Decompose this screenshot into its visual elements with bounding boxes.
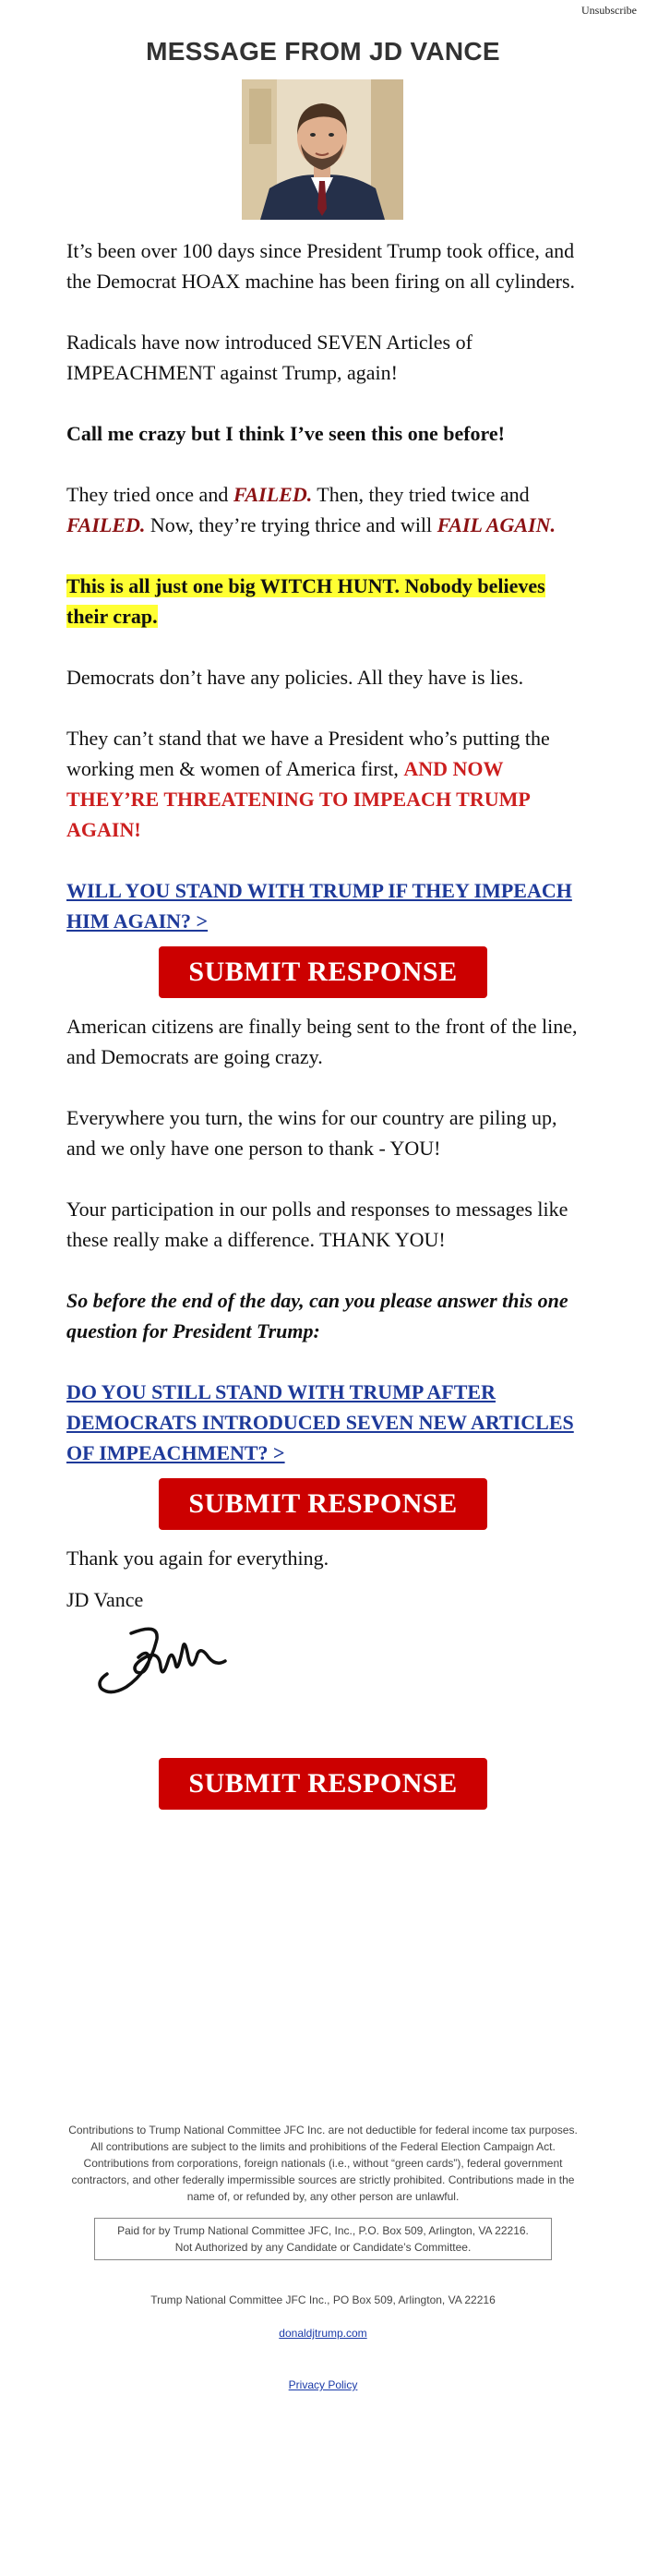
page-title: MESSAGE FROM JD VANCE bbox=[146, 37, 500, 66]
paragraph-policies: Democrats don’t have any policies. All they have is lies. bbox=[66, 666, 524, 689]
paragraph-participation: Your participation in our polls and responses to messages like these really make a difference. THANK YOU! bbox=[66, 1198, 568, 1251]
submit-response-button[interactable]: SUBMIT RESPONSE bbox=[159, 1478, 487, 1530]
paid-for-box bbox=[94, 2218, 552, 2260]
submit-response-button[interactable]: SUBMIT RESPONSE bbox=[159, 946, 487, 998]
paragraph-threat bbox=[66, 723, 580, 845]
footer-disclaimer: Contributions to Trump National Committee JFC Inc. are not deductible for federal income tax purposes. All contributions are subject to the limits and prohibitions of the Federal Election Campaign Act. Contributions from corporations, foreign nationals (i.e., without “green cards”), federal government contractors, and other federally impermissible sources are strictly prohibited. Contributions made in the name of, or refunded by, any other person are unlawful. bbox=[68, 2124, 578, 2203]
paragraph-citizens: American citizens are finally being sent to the front of the line, and Democrats are going crazy. bbox=[66, 1015, 578, 1068]
text-segment: Now, they’re trying thrice and will bbox=[145, 513, 437, 536]
signature-image bbox=[94, 1620, 580, 1713]
unsubscribe-link[interactable]: Unsubscribe bbox=[581, 4, 637, 17]
final-button-row bbox=[159, 1758, 487, 1810]
button-row bbox=[66, 1478, 580, 1532]
privacy-policy-link[interactable]: Privacy Policy bbox=[288, 2378, 358, 2391]
paragraph-witch-hunt bbox=[66, 571, 580, 632]
paragraph-wins: Everywhere you turn, the wins for our country are piling up, and we only have one person to thank - YOU! bbox=[66, 1106, 557, 1160]
website-link[interactable]: donaldjtrump.com bbox=[279, 2327, 367, 2340]
not-authorized-line: Not Authorized by any Candidate or Candidate’s Committee. bbox=[174, 2241, 472, 2254]
paid-for-line: Paid for by Trump National Committee JFC, Inc., P.O. Box 509, Arlington, VA 22216. bbox=[117, 2224, 529, 2237]
fail-again-emphasis: FAIL AGAIN. bbox=[437, 513, 556, 536]
text-segment: They can’t stand that we have a President who’s putting the working men & women of America first, bbox=[66, 727, 550, 780]
paragraph-thanks: Thank you again for everything. bbox=[66, 1547, 329, 1570]
threat-emphasis: AND NOW THEY’RE THREATENING TO IMPEACH TRUMP AGAIN! bbox=[66, 757, 530, 841]
question-link-still-stand[interactable]: DO YOU STILL STAND WITH TRUMP AFTER DEMOCRATS INTRODUCED SEVEN NEW ARTICLES OF IMPEACHMENT? > bbox=[66, 1380, 574, 1464]
signoff-name: JD Vance bbox=[66, 1588, 144, 1611]
paragraph-crazy: Call me crazy but I think I’ve seen this one before! bbox=[66, 422, 505, 445]
footer bbox=[65, 2122, 581, 2393]
message-body bbox=[66, 235, 580, 1724]
text-segment: Then, they tried twice and bbox=[312, 483, 530, 506]
failed-emphasis: FAILED. bbox=[66, 513, 146, 536]
paragraph-question-intro: So before the end of the day, can you please answer this one question for President Trump: bbox=[66, 1289, 568, 1342]
failed-emphasis: FAILED. bbox=[233, 483, 313, 506]
footer-address: Trump National Committee JFC Inc., PO Box 509, Arlington, VA 22216 bbox=[150, 2293, 496, 2306]
submit-response-button[interactable]: SUBMIT RESPONSE bbox=[159, 1758, 487, 1810]
paragraph-failed bbox=[66, 479, 580, 540]
highlighted-text: This is all just one big WITCH HUNT. Nobody believes their crap. bbox=[66, 574, 545, 628]
jd-vance-photo bbox=[242, 79, 403, 220]
question-link-2-wrap bbox=[66, 1377, 580, 1468]
question-link-1-wrap bbox=[66, 875, 580, 936]
question-link-impeach[interactable]: WILL YOU STAND WITH TRUMP IF THEY IMPEACH HIM AGAIN? > bbox=[66, 879, 572, 933]
button-row bbox=[66, 946, 580, 1000]
paragraph-impeachment: Radicals have now introduced SEVEN Articles of IMPEACHMENT against Trump, again! bbox=[66, 331, 473, 384]
text-segment: They tried once and bbox=[66, 483, 233, 506]
paragraph-intro: It’s been over 100 days since President Trump took office, and the Democrat HOAX machine has been firing on all cylinders. bbox=[66, 239, 576, 293]
